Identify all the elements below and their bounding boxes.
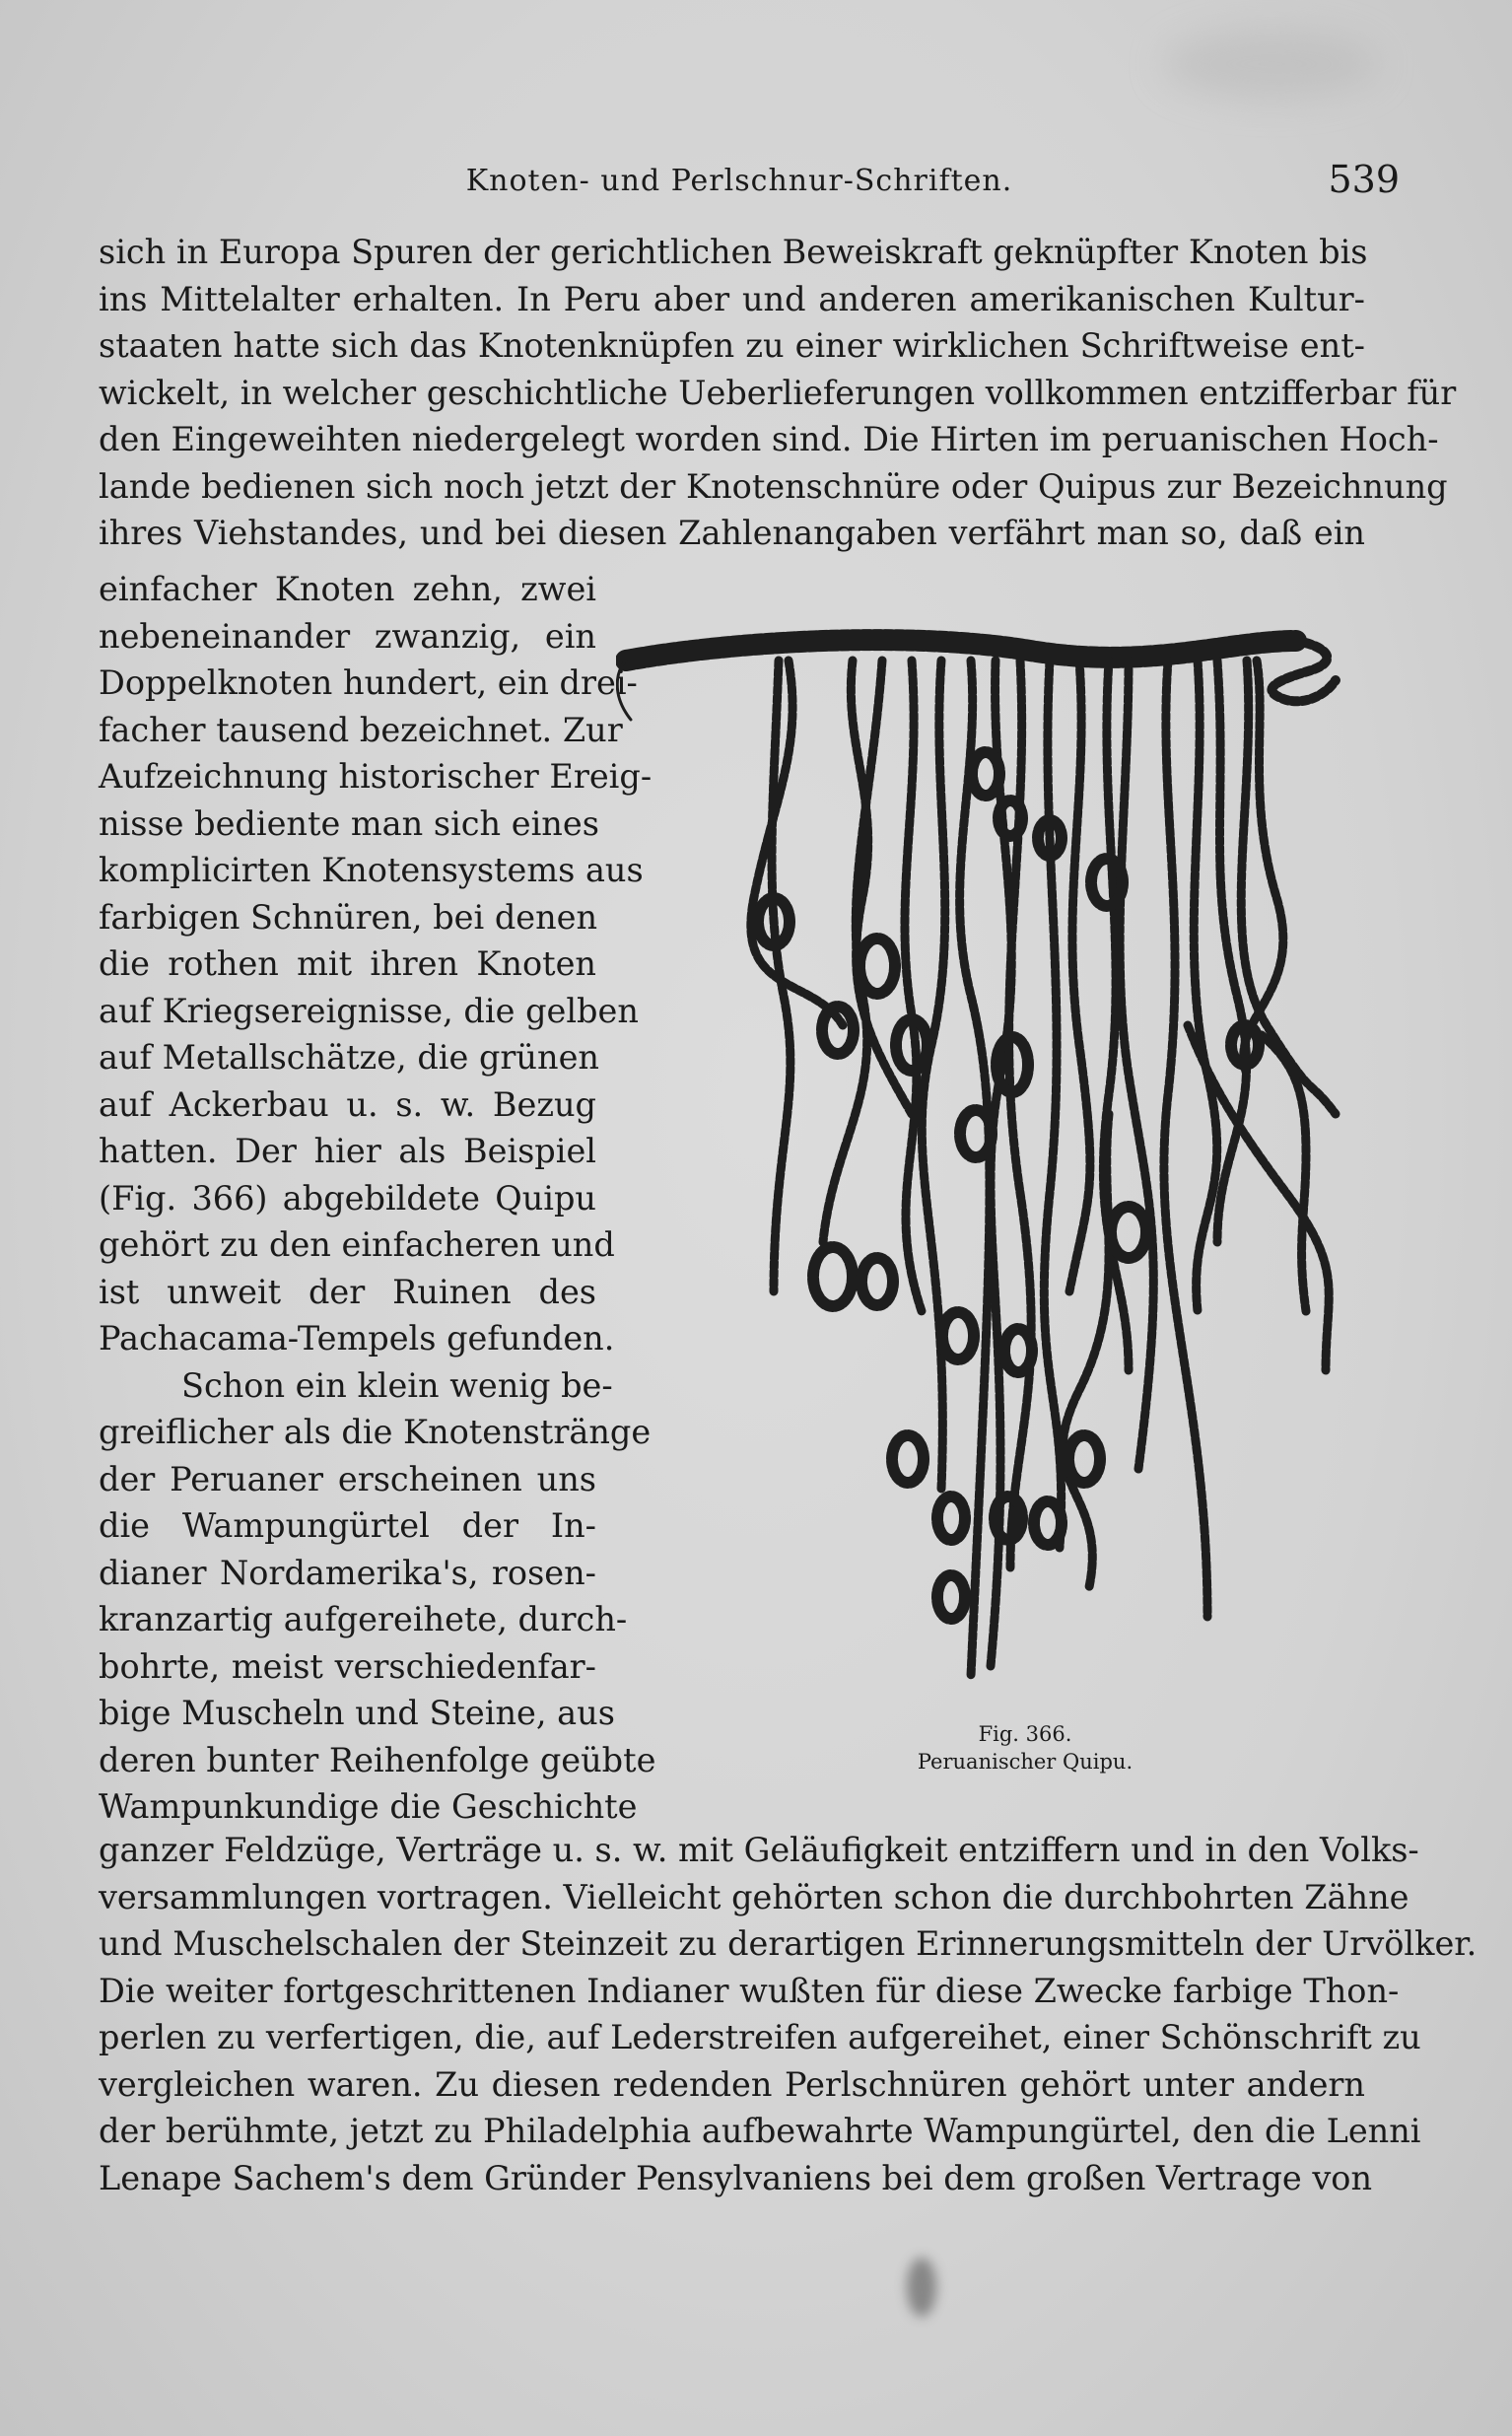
text-line: kranzartig aufgereihete, durch- [99, 1600, 628, 1638]
text-line: die rothen mit ihren Knoten [99, 944, 596, 983]
text-line: farbigen Schnüren, bei denen [99, 897, 598, 937]
page-number: 539 [1328, 158, 1400, 201]
text-line: Lenape Sachem's dem Gründer Pensylvaniens bei dem großen Vertrage von [99, 2158, 1373, 2197]
ink-spot [907, 2258, 936, 2317]
text-line: den Eingeweihten niedergelegt worden sind. Die Hirten im peruanischen Hoch- [99, 420, 1439, 458]
text-line: Aufzeichnung historischer Ereig- [99, 757, 653, 796]
text-line: und Muschelschalen der Steinzeit zu derartigen Erinnerungsmitteln der Urvölker. [99, 1924, 1478, 1963]
text-line: bige Muscheln und Steine, aus [99, 1694, 615, 1732]
text-line: facher tausend bezeichnet. Zur [99, 710, 623, 749]
running-head: Knoten- und Perlschnur-Schriften. [465, 164, 1013, 198]
text-line: einfacher Knoten zehn, zwei [99, 570, 596, 608]
text-line: greiflicher als die Knotenstränge [99, 1413, 652, 1451]
figure-caption [867, 1720, 1183, 1775]
text-line: dianer Nordamerika's, rosen- [99, 1553, 596, 1592]
text-line: vergleichen waren. Zu diesen redenden Perlschnüren gehört unter andern [99, 2064, 1365, 2104]
page-header [99, 158, 1400, 207]
text-line: der berühmte, jetzt zu Philadelphia aufbewahrte Wampungürtel, den die Lenni [99, 2112, 1421, 2150]
figure-number: Fig. 366. [978, 1722, 1072, 1746]
text-line: ihres Viehstandes, und bei diesen Zahlenangaben verfährt man so, daß ein [99, 514, 1365, 552]
text-line: die Wampungürtel der In- [99, 1506, 596, 1545]
figure-title: Peruanischer Quipu. [917, 1750, 1134, 1774]
page-smudge [1163, 30, 1380, 99]
paragraph-left-column [99, 566, 656, 1831]
text-line: hatten. Der hier als Beispiel [99, 1132, 596, 1170]
text-line: nebeneinander zwanzig, ein [99, 616, 596, 656]
text-line: auf Ackerbau u. s. w. Bezug [99, 1084, 596, 1124]
text-line: perlen zu verfertigen, die, auf Lederstreifen aufgereihet, einer Schönschrift zu [99, 2018, 1421, 2056]
quipu-illustration [616, 601, 1345, 1725]
text-line: auf Kriegsereignisse, die gelben [99, 991, 639, 1030]
text-line: Die weiter fortgeschrittenen Indianer wußten für diese Zwecke farbige Thon- [99, 1971, 1400, 2010]
text-line: ist unweit der Ruinen des [99, 1272, 596, 1311]
text-line: Wampunkundige die Geschichte [99, 1787, 638, 1826]
text-line: lande bedienen sich noch jetzt der Knotenschnüre oder Quipus zur Bezeichnung [99, 466, 1448, 506]
text-line: der Peruaner erscheinen uns [99, 1459, 596, 1498]
text-line: auf Metallschätze, die grünen [99, 1038, 599, 1077]
paragraph-bottom [99, 1827, 1478, 2201]
text-line: bohrte, meist verschiedenfar- [99, 1646, 596, 1686]
text-line: versammlungen vortragen. Vielleicht gehörten schon die durchbohrten Zähne [99, 1877, 1409, 1916]
paragraph-top [99, 229, 1457, 557]
text-line: nisse bediente man sich eines [99, 803, 599, 843]
text-line: komplicirten Knotensystems aus [99, 851, 644, 889]
text-line: staaten hatte sich das Knotenknüpfen zu einer wirklichen Schriftweise ent- [99, 326, 1365, 365]
text-line: ins Mittelalter erhalten. In Peru aber und anderen amerikanischen Kultur- [99, 279, 1365, 318]
text-line: deren bunter Reihenfolge geübte [99, 1740, 656, 1779]
text-line: Doppelknoten hundert, ein drei- [99, 663, 638, 702]
text-line: gehört zu den einfacheren und [99, 1225, 615, 1264]
text-line: Schon ein klein wenig be- [181, 1365, 613, 1405]
text-line: sich in Europa Spuren der gerichtlichen Beweiskraft geknüpfter Knoten bis [99, 233, 1368, 271]
text-line: wickelt, in welcher geschichtliche Ueberlieferungen vollkommen entzifferbar für [99, 373, 1457, 412]
text-line: Pachacama-Tempels gefunden. [99, 1319, 615, 1357]
text-line: ganzer Feldzüge, Verträge u. s. w. mit Geläufigkeit entziffern und in den Volks- [99, 1831, 1419, 1869]
text-line: (Fig. 366) abgebildete Quipu [99, 1178, 596, 1218]
